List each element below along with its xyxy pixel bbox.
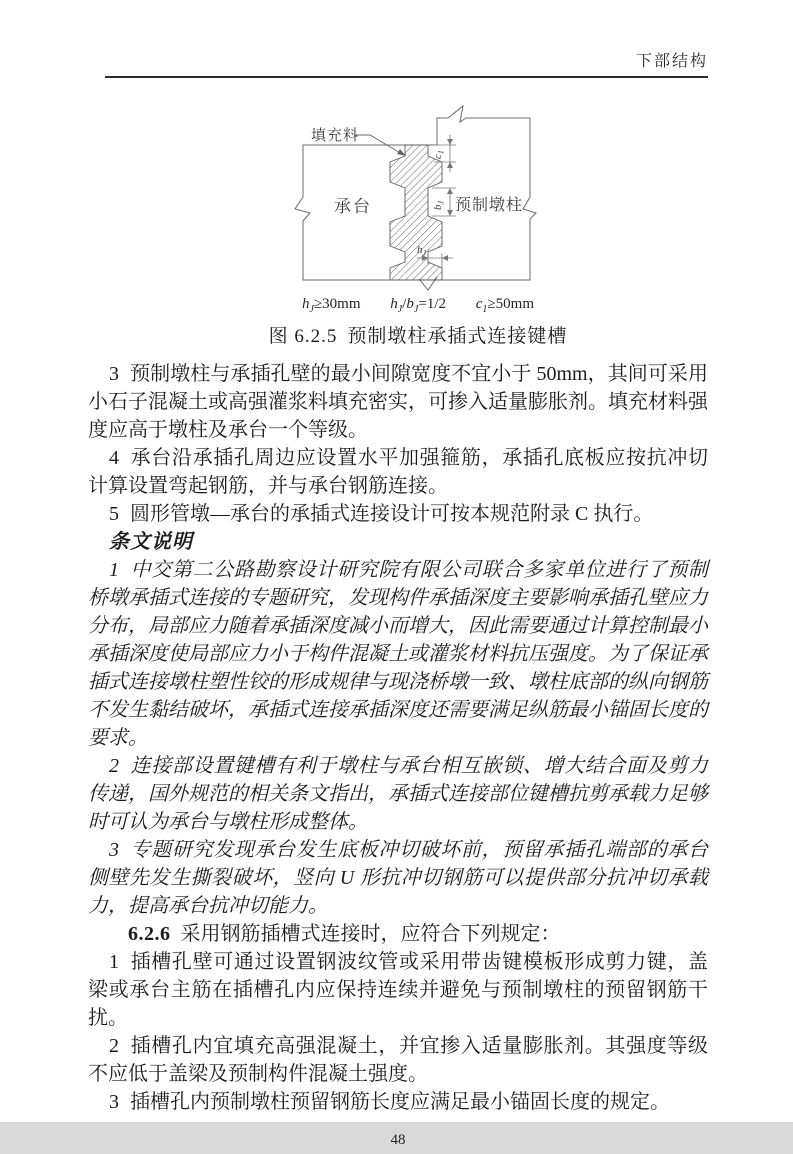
section-number: 6.2.6 — [128, 923, 171, 945]
dim-bj-label: $b_J$ — [432, 200, 446, 210]
clause-paragraph: 5 圆形管墩—承台的承插式连接设计可按本规范附录 C 执行。 — [109, 503, 654, 525]
section-item: 2 插槽孔内宜填充高强混凝土，并宜掺入适量膨胀剂。其强度等级不应低于盖梁及预制构件混凝土强度。 — [88, 1035, 708, 1085]
figure-title: 预制墩柱承插式连接键槽 — [347, 326, 568, 347]
commentary-paragraph: 3 专题研究发现承台发生底板冲切破坏前，预留承插孔端部的承台侧壁先发生撕裂破坏，竖向 U 形抗冲切钢筋可以提供部分抗冲切承载力，提高承台抗冲切能力。 — [88, 839, 708, 917]
label-pile-cap: 承台 — [334, 197, 372, 216]
break-symbol-top — [448, 106, 466, 122]
figure-formula — [108, 296, 728, 316]
commentary-paragraph: 2 连接部设置键槽有利于墩柱与承台相互嵌锁、增大结合面及剪力传递，国外规范的相关条文指出，承插式连接部位键槽抗剪承载力足够时可认为承台与墩柱形成整体。 — [88, 755, 708, 833]
section-heading — [88, 920, 708, 948]
dim-c1-label: $c_1$ — [432, 150, 446, 159]
page-number: 48 — [390, 1132, 406, 1148]
page-header — [105, 48, 708, 78]
section-item: 3 插槽孔内预制墩柱预留钢筋长度应满足最小锚固长度的规定。 — [109, 1091, 670, 1113]
figure-diagram — [290, 98, 542, 294]
commentary-heading: 条文说明 — [109, 531, 193, 553]
formula-seg-hj: $h_J\ge 30mm$ — [302, 296, 361, 315]
dim-hj-label: $h_J$ — [416, 244, 426, 258]
clause-paragraph: 4 承台沿承插孔周边应设置水平加强箍筋，承插孔底板应按抗冲切计算设置弯起钢筋，并与承台钢筋连接。 — [88, 447, 708, 497]
commentary-paragraph: 1 中交第二公路勘察设计研究院有限公司联合多家单位进行了预制桥墩承插式连接的专题研究，发现构件承插深度主要影响承插孔壁应力分布，局部应力随着承插深度减小而增大，因此需要通过计算控制最小承插深度使局部应力小于构件混凝土或灌浆材料抗压强度。为了保证承插式连接墩柱塑性铰的形成规律与现浇桥墩一致、墩柱底部的纵向钢筋不发生黏结破坏，承插式连接承插深度还需要满足纵筋最小锚固长度的要求。 — [88, 559, 708, 749]
commentary-section — [88, 528, 708, 920]
label-pier: 预制墩柱 — [454, 197, 524, 214]
figure-caption — [108, 321, 728, 348]
figure-number: 图 6.2.5 — [268, 326, 338, 347]
formula-seg-c1: $c_1\ge 50mm$ — [475, 296, 534, 315]
break-symbol-right — [523, 197, 536, 219]
body-text — [88, 360, 708, 1154]
clause-paragraph: 3 预制墩柱与承插孔壁的最小间隙宽度不宜小于 50mm，其间可采用小石子混凝土或高强灌浆料填充密实，可掺入适量膨胀剂。填充材料强度应高于墩柱及承台一个等级。 — [88, 363, 708, 441]
header-title: 下部结构 — [635, 53, 708, 70]
section-item: 1 插槽孔壁可通过设置钢波纹管或采用带齿键模板形成剪力键，盖梁或承台主筋在插槽孔内应保持连续并避免与预制墩柱的预留钢筋干扰。 — [88, 951, 708, 1029]
filler-hatch-shape — [390, 145, 442, 280]
pier-outline — [428, 106, 536, 280]
label-filler: 填充料 — [311, 128, 360, 144]
formula-seg-ratio: $h_J/b_J=1/2$ — [390, 296, 446, 315]
section-title: 采用钢筋插槽式连接时，应符合下列规定： — [180, 923, 561, 945]
figure-block — [88, 98, 708, 348]
break-symbol-left — [295, 197, 310, 221]
